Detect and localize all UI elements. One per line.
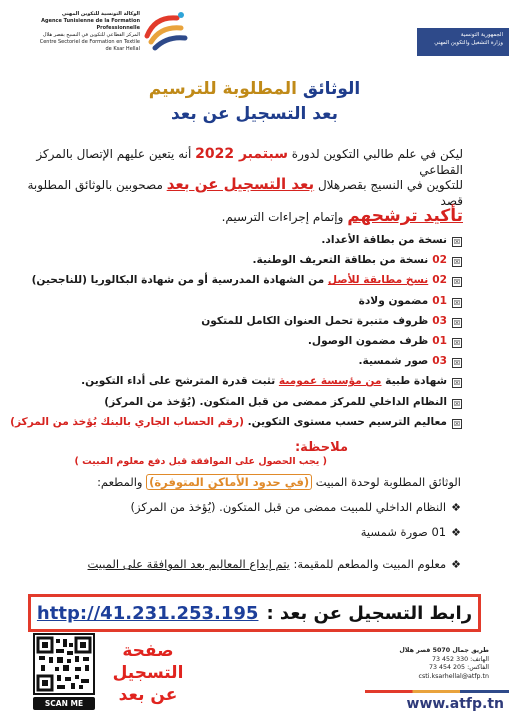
checkbox-icon: ☒ <box>453 258 461 267</box>
intro-l1-b: أنه يتعين عليهم الإتصال بالمركز القطاعي <box>36 147 463 177</box>
intro-line-1 <box>23 146 463 178</box>
title-part-a: الوثائق <box>296 79 361 99</box>
logo-text-block <box>4 11 140 53</box>
checkbox-icon: ☒ <box>453 238 461 246</box>
checkbox-icon: ☒ <box>453 339 461 348</box>
scan-me-label: SCAN ME <box>33 697 95 710</box>
gov-line-2: وزارة التشغيل والتكوين المهني <box>434 40 503 46</box>
page-reg-line-1: صفحة <box>122 641 174 661</box>
footer-color-bar <box>365 690 509 693</box>
registration-link-box <box>28 594 481 632</box>
registration-url-link[interactable]: http://41.231.253.195 <box>36 602 259 624</box>
logo-fr-4: de Ksar Hellal <box>105 46 140 52</box>
qr-code-icon <box>35 635 93 693</box>
checkbox-icon: ☒ <box>453 298 461 307</box>
lodging-item-text: 01 صورة شمسية <box>360 525 447 539</box>
intro-l2-remote: بعد التسجيل عن بعد <box>166 175 315 193</box>
list-item <box>22 230 462 250</box>
list-item <box>22 331 462 351</box>
lodging-item-emphasis: يتم إيداع المعاليم بعد الموافقة على المبيت <box>87 557 290 571</box>
page-title-line-1 <box>0 79 509 99</box>
qr-code[interactable] <box>33 633 95 695</box>
phone-line: الهاتف: 330 452 73 <box>432 655 489 663</box>
doc-count: 02 <box>432 254 447 267</box>
lodging-intro-b: والمطعم: <box>97 475 147 489</box>
doc-text: شهادة طبية <box>381 375 447 388</box>
page-reg-line-2: التسجيل <box>112 663 184 683</box>
list-item <box>22 270 462 290</box>
logo-ar-2: المركز القطاعي للتكوين في النسيج بقصر هلال <box>42 32 140 38</box>
list-item <box>22 371 462 391</box>
doc-count: 03 <box>432 355 447 368</box>
list-item <box>22 351 462 371</box>
page-title-line-2: بعد التسجيل عن بعد <box>170 104 339 124</box>
bullet-star-icon: ❖ <box>451 558 461 571</box>
checkbox-icon: ☒ <box>453 278 461 287</box>
lodging-intro-a: الوثائق المطلوبة لوحدة المبيت <box>312 475 461 489</box>
website-link[interactable]: www.atfp.tn <box>406 696 504 712</box>
documents-list <box>10 230 462 432</box>
intro-l2-b: مصحوبين بالوثائق المطلوبة قصد <box>27 178 463 208</box>
intro-l3-b: وإتمام إجراءات الترسيم. <box>221 210 348 224</box>
doc-text: نسخة من بطاقة التعريف الوطنية. <box>252 254 429 267</box>
doc-text: النظام الداخلي للمركز ممضى من قبل المتكون. (يُؤخذ من المركز) <box>104 395 447 408</box>
doc-text: من الشهادة المدرسية أو من شهادة البكالوريا (للناجحين) <box>31 274 328 287</box>
list-item <box>22 311 462 331</box>
fax-line: الفاكس: 205 454 73 <box>428 664 489 672</box>
checkbox-icon: ☒ <box>453 379 461 388</box>
lodging-item-text: النظام الداخلي للمبيت ممضى من قبل المتكون. (يُؤخذ من المركز) <box>130 500 447 514</box>
remote-registration-page-label <box>100 640 196 706</box>
intro-l1-a: ليكن في علم طالبي التكوين لدورة <box>287 147 463 161</box>
note-subtitle: ( يجب الحصول على الموافقة قبل دفع معلوم المبيت ) <box>74 456 327 467</box>
lodging-item-3 <box>21 556 461 573</box>
doc-count: 03 <box>432 314 447 327</box>
intro-l1-date: سبتمبر 2022 <box>195 146 288 162</box>
government-banner <box>417 28 509 56</box>
atfp-logo-icon <box>141 6 191 56</box>
doc-emphasis: نسخ مطابقة للأصل <box>327 274 429 287</box>
list-item <box>22 250 462 270</box>
list-item <box>22 291 462 311</box>
logo-fr-1: Agence Tunisienne de la Formation <box>41 18 140 24</box>
doc-text: نسخة من بطاقة الأعداد. <box>321 234 447 246</box>
bullet-star-icon: ❖ <box>451 526 461 539</box>
doc-count: 01 <box>432 335 447 348</box>
intro-confirm: تأكيد ترشحهم <box>347 206 463 226</box>
intro-line-3 <box>23 208 463 225</box>
doc-text-tail: تثبت قدرة المترشح على أداء التكوين. <box>81 375 279 388</box>
checkbox-icon: ☒ <box>453 359 461 368</box>
lodging-item-1 <box>21 499 461 516</box>
lodging-intro <box>21 474 461 490</box>
note-title: ملاحظة: <box>294 440 348 455</box>
doc-text: مضمون ولادة <box>358 294 429 307</box>
lodging-availability: (في حدود الأماكن المتوفرة) <box>146 474 312 490</box>
doc-text: ظرف مضمون الوصول. <box>307 335 429 348</box>
checkbox-icon: ☒ <box>453 419 461 428</box>
intro-line-2 <box>23 176 463 209</box>
list-item <box>22 392 462 412</box>
checkbox-icon: ☒ <box>453 318 461 327</box>
email-line: csti.ksarhellal@atfp.tn <box>418 672 489 680</box>
doc-emphasis: (رقم الحساب الجاري بالبنك يُؤخذ من المركز) <box>10 415 244 428</box>
bullet-star-icon: ❖ <box>451 501 461 514</box>
page-reg-line-3: عن بعد <box>118 685 178 705</box>
list-item <box>10 412 462 432</box>
doc-text: معاليم الترسيم حسب مستوى التكوين. <box>243 415 447 428</box>
doc-count: 01 <box>432 294 447 307</box>
gov-line-1: الجمهورية التونسية <box>460 32 503 38</box>
address-line: طريق جمال 5070 قصر هلال <box>399 647 489 654</box>
doc-text: صور شمسية. <box>358 355 429 368</box>
doc-text: ظروف متنبرة تحمل العنوان الكامل للمتكون <box>201 314 429 327</box>
registration-label: رابط التسجيل عن بعد : <box>266 602 473 624</box>
logo-fr-3: Centre Sectoriel de Formation en Textile <box>39 39 140 45</box>
intro-l2-a: للتكوين في النسيج بقصرهلال <box>314 178 463 192</box>
checkbox-icon: ☒ <box>453 399 461 408</box>
contact-address <box>395 647 489 681</box>
logo-fr-2: Professionnelle <box>96 25 140 31</box>
doc-count: 02 <box>432 274 447 287</box>
lodging-item-text: معلوم المبيت والمطعم للمقيمة: <box>289 557 447 571</box>
lodging-item-2 <box>21 524 461 541</box>
logo-ar-1: الوكالة التونسية للتكوين المهني <box>61 11 140 17</box>
doc-emphasis: من مؤسسة عمومية <box>278 375 382 388</box>
title-part-b: المطلوبة للترسيم <box>148 79 297 99</box>
